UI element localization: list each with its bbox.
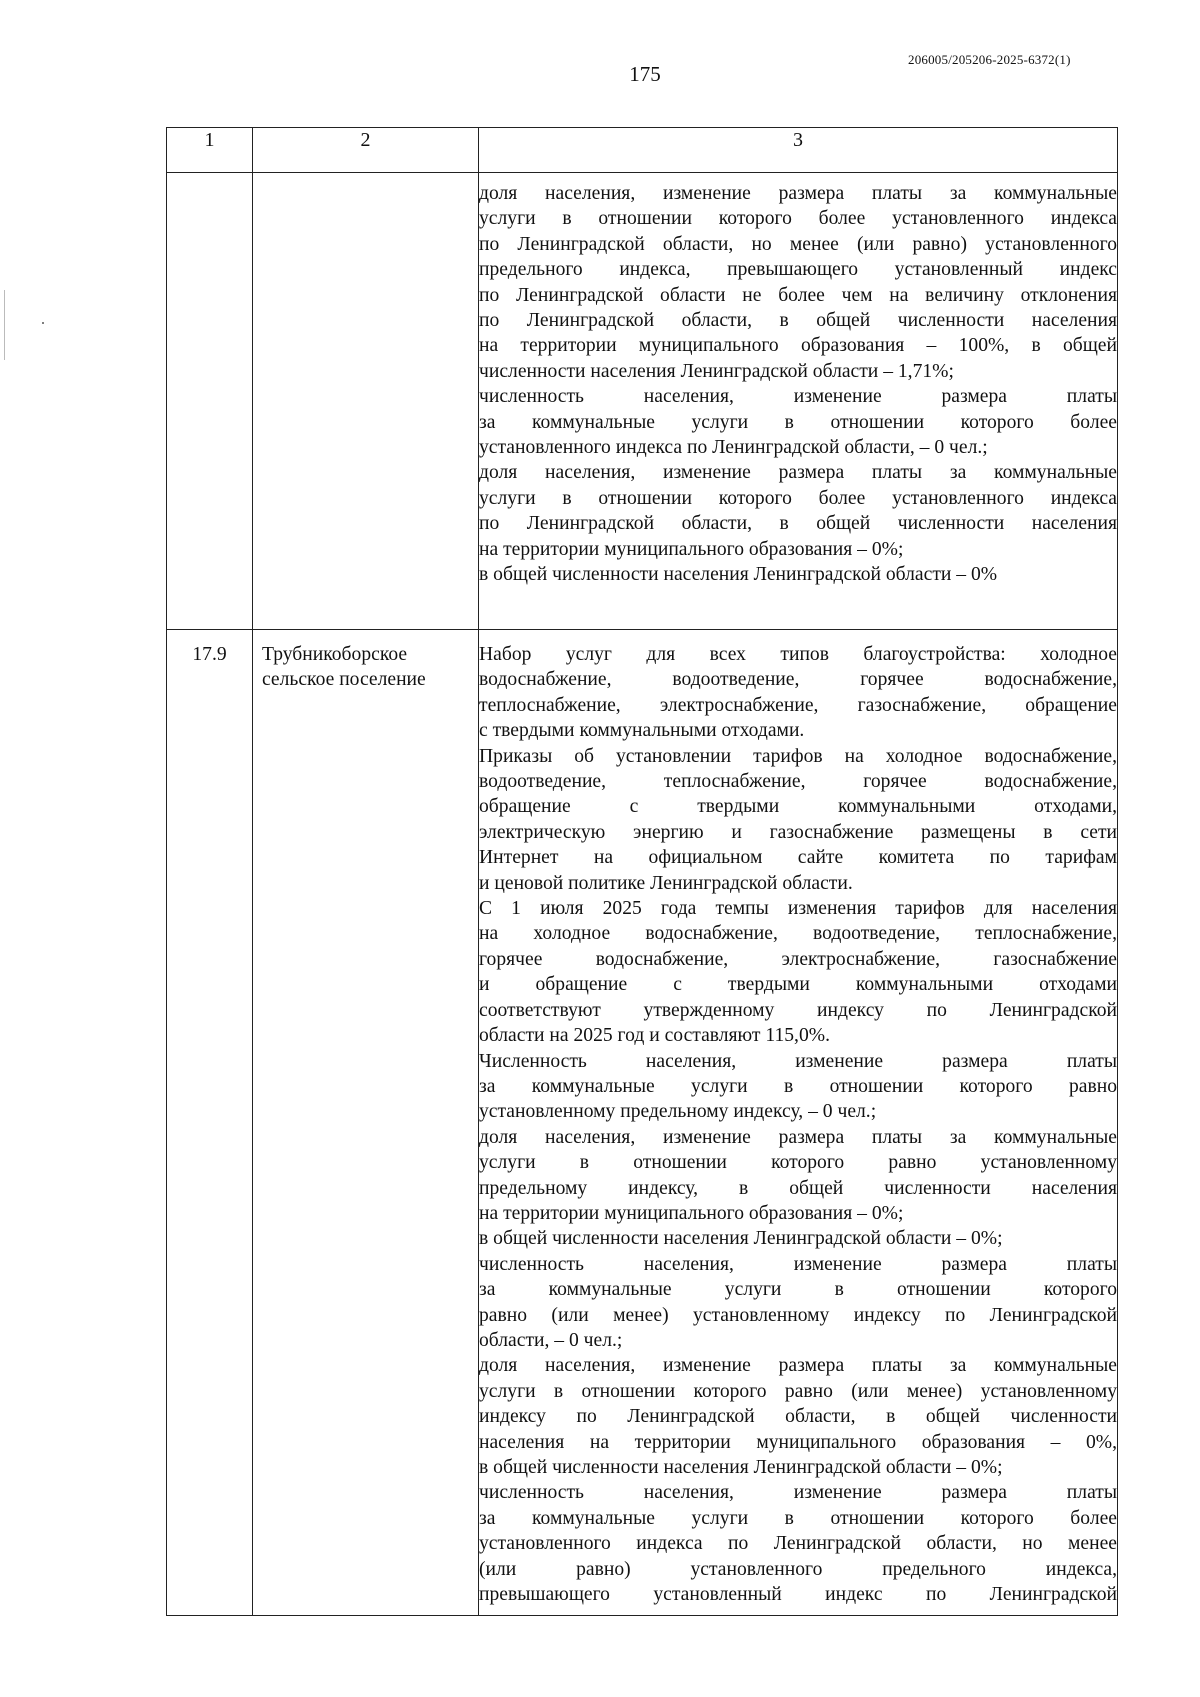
- text-line: услуги в отношении которого равно установленному: [479, 1152, 1117, 1174]
- text-line: услуги в отношении которого более установленного индекса: [479, 487, 1117, 509]
- text-line: по Ленинградской области, в общей численности населения: [479, 513, 1117, 535]
- text-line: в общей численности населения Ленинградской области – 0%: [479, 564, 998, 586]
- text-line: равно (или менее) установленному индексу по Ленинградской: [479, 1304, 1117, 1326]
- table-header-row: [167, 128, 1118, 173]
- text-line: численность населения, изменение размера платы: [479, 1253, 1117, 1275]
- text-line: горячее водоснабжение, электроснабжение, газоснабжение: [479, 948, 1117, 970]
- text-line: С 1 июля 2025 года темпы изменения тарифов для населения: [479, 898, 1117, 920]
- header-cell-3: 3: [479, 128, 1118, 173]
- description-cell: [479, 630, 1118, 1616]
- text-line: индексу по Ленинградской области, в общей численности: [479, 1406, 1117, 1428]
- text-line: Приказы об установлении тарифов на холодное водоснабжение,: [479, 745, 1117, 767]
- table-row: [167, 630, 1118, 1616]
- header-cell-2: 2: [253, 128, 479, 173]
- text-line: предельному индексу, в общей численности населения: [479, 1177, 1117, 1199]
- text-line: на территории муниципального образования – 0%;: [479, 538, 904, 560]
- text-line: численности населения Ленинградской области – 1,71%;: [479, 360, 954, 382]
- document-table: [166, 127, 1118, 1616]
- scan-speck: [42, 322, 44, 324]
- text-line: по Ленинградской области не более чем на величину отклонения: [479, 284, 1117, 306]
- settlement-name-line: Трубникоборское: [262, 644, 408, 665]
- text-line: доля населения, изменение размера платы за коммунальные: [479, 1355, 1117, 1377]
- text-line: обращение с твердыми коммунальными отходами,: [479, 796, 1117, 818]
- text-line: численность населения, изменение размера платы: [479, 386, 1117, 408]
- row-number-cell: [167, 173, 253, 630]
- text-line: в общей численности населения Ленинградской области – 0%;: [479, 1228, 1003, 1250]
- text-line: теплоснабжение, электроснабжение, газоснабжение, обращение: [479, 694, 1117, 716]
- text-line: услуги в отношении которого более установленного индекса: [479, 208, 1117, 230]
- table-row: [167, 173, 1118, 630]
- description-cell: [479, 173, 1118, 630]
- text-line: за коммунальные услуги в отношении которого более: [479, 1507, 1117, 1529]
- text-line: установленного индекса по Ленинградской области, но менее: [479, 1533, 1117, 1555]
- text-line: численность населения, изменение размера платы: [479, 1482, 1117, 1504]
- text-line: на территории муниципального образования – 100%, в общей: [479, 335, 1117, 357]
- text-line: за коммунальные услуги в отношении которого равно: [479, 1075, 1117, 1097]
- text-line: и ценовой политике Ленинградской области.: [479, 872, 853, 894]
- text-line: водоотведение, теплоснабжение, горячее водоснабжение,: [479, 771, 1117, 793]
- text-line: с твердыми коммунальными отходами.: [479, 720, 805, 742]
- settlement-name-cell: [253, 630, 479, 1616]
- text-line: (или равно) установленного предельного индекса,: [479, 1558, 1117, 1580]
- text-line: на холодное водоснабжение, водоотведение, теплоснабжение,: [479, 923, 1117, 945]
- document-id: 206005/205206-2025-6372(1): [908, 52, 1071, 67]
- text-line: по Ленинградской области, но менее (или равно) установленного: [479, 233, 1117, 255]
- text-line: услуги в отношении которого равно (или менее) установленному: [479, 1380, 1117, 1402]
- settlement-name-cell: [253, 173, 479, 630]
- text-line: по Ленинградской области, в общей численности населения: [479, 310, 1117, 332]
- text-line: за коммунальные услуги в отношении которого: [479, 1279, 1117, 1301]
- row-number-cell: 17.9: [167, 630, 253, 1616]
- text-line: установленному предельному индексу, – 0 чел.;: [479, 1101, 877, 1123]
- page-number: 175: [629, 62, 661, 86]
- text-line: Численность населения, изменение размера платы: [479, 1050, 1117, 1072]
- text-line: доля населения, изменение размера платы за коммунальные: [479, 1126, 1117, 1148]
- text-line: Набор услуг для всех типов благоустройства: холодное: [479, 644, 1117, 665]
- scan-margin-line: [4, 290, 5, 360]
- text-line: установленного индекса по Ленинградской области, – 0 чел.;: [479, 437, 988, 459]
- text-line: области, – 0 чел.;: [479, 1329, 623, 1351]
- text-line: водоснабжение, водоотведение, горячее водоснабжение,: [479, 669, 1117, 691]
- text-line: области на 2025 год и составляют 115,0%.: [479, 1025, 830, 1047]
- text-line: доля населения, изменение размера платы за коммунальные: [479, 183, 1117, 204]
- text-line: населения на территории муниципального образования – 0%,: [479, 1431, 1117, 1453]
- text-line: в общей численности населения Ленинградской области – 0%;: [479, 1457, 1003, 1478]
- text-line: Интернет на официальном сайте комитета по тарифам: [479, 847, 1117, 869]
- settlement-name-line: сельское поселение: [262, 669, 426, 691]
- text-line: превышающего установленный индекс по Ленинградской: [479, 1584, 1117, 1606]
- text-line: на территории муниципального образования – 0%;: [479, 1202, 904, 1224]
- text-line: предельного индекса, превышающего установленный индекс: [479, 259, 1117, 281]
- text-line: за коммунальные услуги в отношении которого более: [479, 411, 1117, 433]
- text-line: соответствуют утвержденному индексу по Ленинградской: [479, 999, 1117, 1021]
- text-line: доля населения, изменение размера платы за коммунальные: [479, 462, 1117, 484]
- text-line: и обращение с твердыми коммунальными отходами: [479, 974, 1117, 996]
- text-line: электрическую энергию и газоснабжение размещены в сети: [479, 821, 1117, 843]
- header-cell-1: 1: [167, 128, 253, 173]
